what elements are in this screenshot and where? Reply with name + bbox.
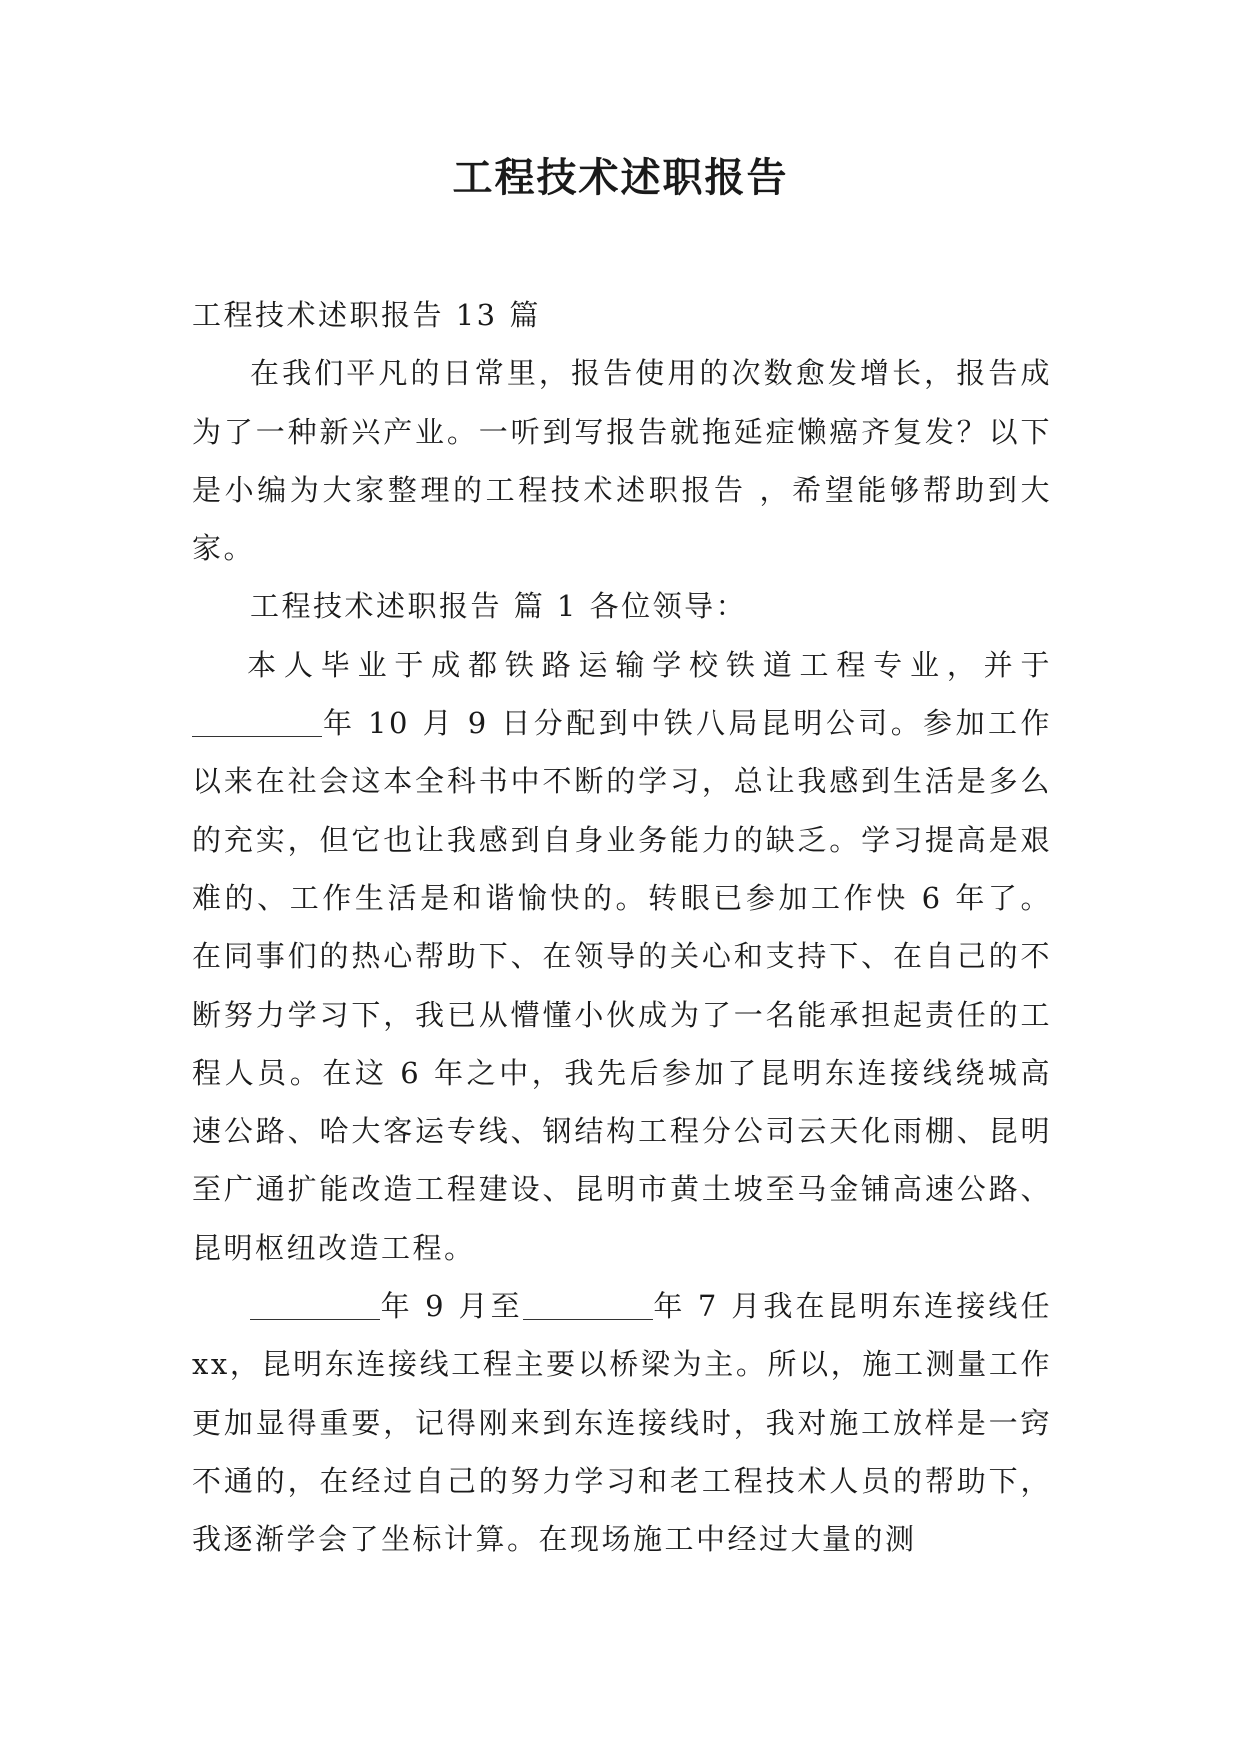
document-title: 工程技术述职报告	[452, 155, 789, 201]
para2-mid: 年 9 月至	[380, 1289, 523, 1324]
intro-paragraph: 在我们平凡的日常里，报告使用的次数愈发增长，报告成为了一种新兴产业。一听到写报告就拖延症懒癌齐复发？以下是小编为大家整理的工程技术述职报告 ，希望能够帮助到大家。	[192, 356, 1052, 566]
body-paragraph-2	[192, 1277, 1052, 1568]
body-paragraph-1	[192, 636, 1052, 1277]
para1-start: 本人毕业于成都铁路运输学校铁道工程专业，并于	[247, 647, 1052, 682]
document-subtitle: 工程技术述职报告 13 篇	[192, 298, 541, 332]
section-heading: 工程技术述职报告 篇 1 各位领导：	[250, 589, 748, 624]
date-blank	[250, 1290, 380, 1320]
para1-rest: 年 10 月 9 日分配到中铁八局昆明公司。参加工作以来在社会这本全科书中不断的学习，总让我感到生活是多么的充实，但它也让我感到自身业务能力的缺乏。学习提高是艰难的、工作生活是和谐愉快的。转眼已参加工作快 6 年了。在同事们的热心帮助下、在领导的关心和支持下、在自己的不断努力学习下，我已从懵懂小伙成为了一名能承担起责任的工程人员。在这 6 年之中，我先后参加了昆明东连接线绕城高速公路、哈大客运专线、钢结构工程分公司云天化雨棚、昆明至广通扩能改造工程建设、昆明市黄土坡至马金铺高速公路、昆明枢纽改造工程。	[192, 706, 1052, 1265]
document-body	[192, 286, 1052, 1569]
date-blank	[523, 1290, 653, 1320]
date-blank	[192, 707, 322, 737]
para2-rest: 年 7 月我在昆明东连接线任 xx，昆明东连接线工程主要以桥梁为主。所以，施工测量工作更加显得重要，记得刚来到东连接线时，我对施工放样是一窍不通的，在经过自己的努力学习和老工程技术人员的帮助下，我逐渐学会了坐标计算。在现场施工中经过大量的测	[192, 1289, 1052, 1557]
